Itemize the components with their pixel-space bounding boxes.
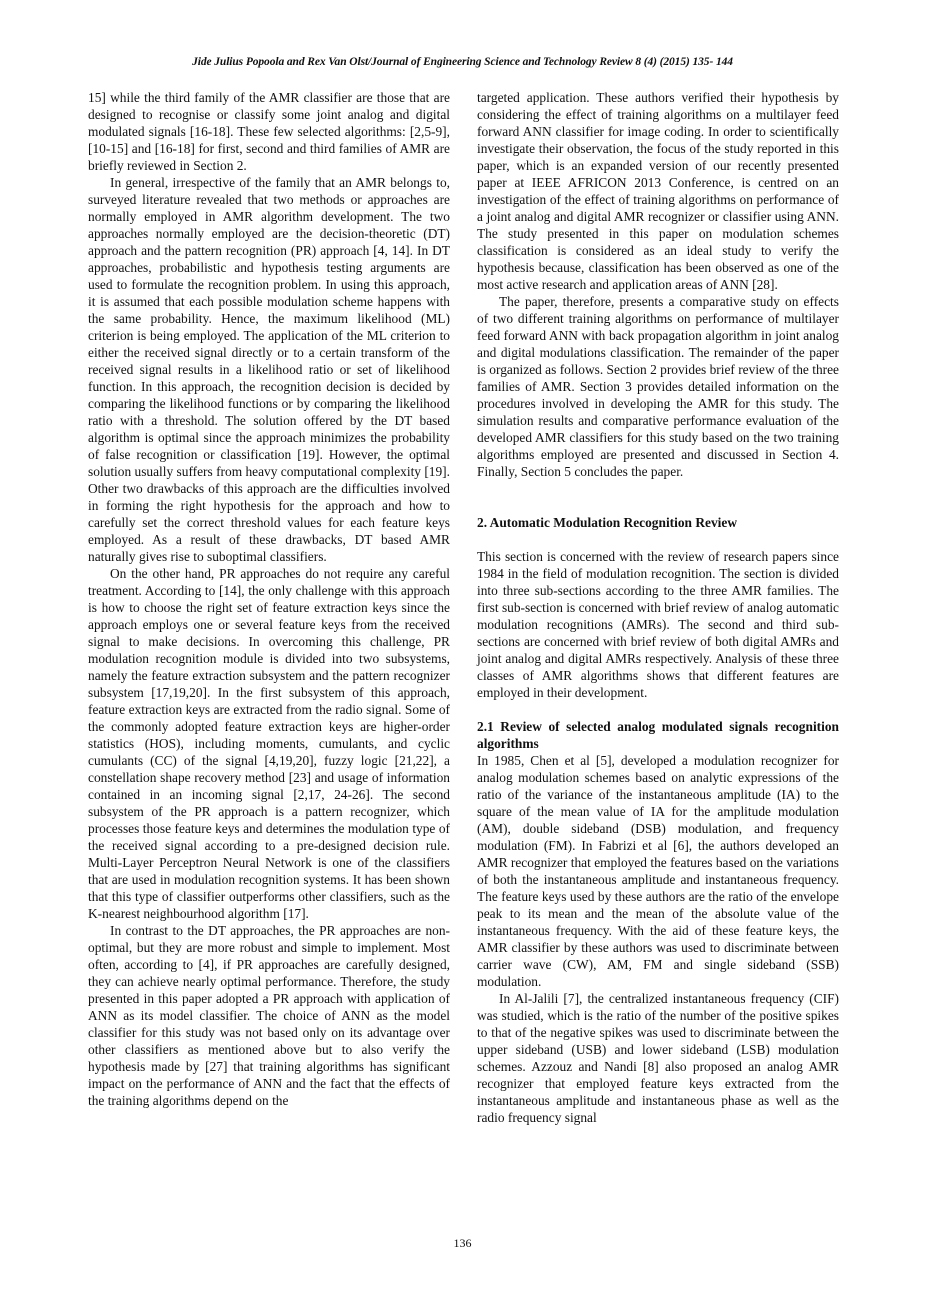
page-number: 136	[453, 1236, 472, 1250]
left-column	[88, 89, 450, 1109]
paragraph: 15] while the third family of the AMR classifier are those that are designed to recognise or classify some joint analog and digital modulated signals [16-18]. These few selected algorithms: [2,5-9], [10-15] and [16-18] for first, second and third families of AMR are briefly reviewed in Section 2.	[88, 90, 450, 173]
paragraph: The paper, therefore, presents a comparative study on effects of two different training algorithms on performance of multilayer feed forward ANN with back propagation algorithm in joint analog and digital modulations classification. The remainder of the paper is organized as follows. Section 2 provides brief review of the three families of AMR. Section 3 provides detailed information on the procedures involved in developing the AMR for this study. The simulation results and comparative performance evaluation of the developed AMR classifiers for this study based on the two training algorithms employed are presented and discussed in Section 4. Finally, Section 5 concludes the paper.	[477, 294, 839, 479]
paragraph: In Al-Jalili [7], the centralized instantaneous frequency (CIF) was studied, which is the ratio of the number of the positive spikes to that of the negative spikes was used to discriminate between the upper sideband (USB) and lower sideband (LSB) modulation schemes. Azzouz and Nandi [8] also proposed an analog AMR recognizer that employed feature keys extracted from the instantaneous amplitude and instantaneous phase as well as the radio frequency signal	[477, 991, 839, 1125]
paragraph: In 1985, Chen et al [5], developed a modulation recognizer for analog modulation schemes based on analytic expressions of the ratio of the variance of the instantaneous amplitude (IA) to the square of the mean value of IA for the amplitude modulation (AM), double sideband (DSB) modulation, and frequency modulation (FM). In Fabrizi et al [6], the authors developed an AMR recognizer that employed the features based on the variations of both the instantaneous amplitude and instantaneous frequency. The feature keys used by these authors are the ratio of the envelope peak to its mean and the mean of the absolute value of the instantaneous frequency. With the aid of these feature keys, the AMR classifier by these authors was used to discriminate between carrier wave (CW), AM, FM and single sideband (SSB) modulation.	[477, 753, 839, 989]
paragraph: In contrast to the DT approaches, the PR approaches are non-optimal, but they are more robust and simple to implement. Most often, according to [4], if PR approaches are carefully designed, they can achieve nearly optimal performance. Therefore, the study presented in this paper adopted a PR approach with application of ANN as its model classifier. The choice of ANN as the model classifier for this study was not based only on its advantage over other classifiers as mentioned above but to also verify the hypothesis made by [27] that training algorithms has significant impact on the performance of ANN and the fact that the effects of the training algorithms depend on the	[88, 923, 450, 1108]
paragraph: This section is concerned with the review of research papers since 1984 in the field of modulation recognition. The section is divided into three sub-sections according to the three AMR families. The first sub-section is concerned with brief review of analog automatic modulation recognitions (AMRs). The second and third sub-sections are concerned with brief review of both digital AMRs and joint analog and digital AMRs respectively. Analysis of these three classes of AMR algorithms shows that different features are employed in their development.	[477, 549, 839, 700]
paragraph: In general, irrespective of the family that an AMR belongs to, surveyed literature revealed that two methods or approaches are normally employed in AMR algorithm development. The two approaches normally employed are the decision-theoretic (DT) approach and the pattern recognition (PR) approach [4, 14]. In DT approaches, probabilistic and hypothesis testing arguments are used to formulate the recognition problem. In using this approach, it is assumed that each possible modulation scheme happens with the same probability. Hence, the maximum likelihood (ML) criterion is being employed. The application of the ML criterion to either the received signal directly or to a certain transform of the received signal results in a likelihood ratio or set of likelihood function. In this approach, the recognition decision is decided by comparing the likelihood functions or by comparing the likelihood ratio with a threshold. The solution offered by the DT based algorithm is optimal since the approach minimizes the probability of false recognition or classification [19]. However, the optimal solution usually suffers from heavy computational complexity [19]. Other two drawbacks of this approach are the difficulties involved in forming the right hypothesis for the approach and how to carefully set the correct threshold values for each feature keys employed. As a result of these drawbacks, DT based AMR naturally gives rise to suboptimal classifiers.	[88, 175, 450, 564]
paragraph: On the other hand, PR approaches do not require any careful treatment. According to [14], the only challenge with this approach is how to choose the right set of feature extraction keys since the approach employs one or several feature keys from the received signal to make decisions. In overcoming this challenge, PR modulation recognition module is divided into two subsystems, namely the feature extraction subsystem and the pattern recognizer subsystem [17,19,20]. In the first subsystem of this approach, feature extraction keys are extracted from the radio signal. Some of the commonly adopted feature extraction keys are higher-order statistics (HOS), including moments, cumulants, and cyclic cumulants (CC) of the signal [4,19,20], fuzzy logic [21,22], a constellation shape recovery method [23] and usage of information contained in an incoming signal [2,17, 24-26]. The second subsystem of the PR approach is a pattern recognizer, which processes those feature keys and determines the modulation type of the received signal according to a pre-designed decision rule. Multi-Layer Perceptron Neural Network is one of the classifiers that are used in modulation recognition systems. It has been shown that this type of classifier outperforms other classifiers, such as the K-nearest neighbourhood algorithm [17].	[88, 566, 450, 921]
paragraph: targeted application. These authors verified their hypothesis by considering the effect of training algorithms on a multilayer feed forward ANN classifier for image coding. In order to scientifically investigate their observation, the focus of the study reported in this paper, which is an expanded version of our recently presented paper at IEEE AFRICON 2013 Conference, is centred on an investigation of the effect of training algorithms on performance of a joint analog and digital AMR recognizer or classifier using ANN. The study presented in this paper on modulation schemes classification is considered as an ideal study to verify the hypothesis because, classification has been observed as one of the most active research and application areas of ANN [28].	[477, 90, 839, 292]
subsection-heading: 2.1 Review of selected analog modulated signals recognition algorithms	[477, 719, 839, 751]
section-heading: 2. Automatic Modulation Recognition Review	[477, 515, 737, 530]
running-header: Jide Julius Popoola and Rex Van Olst/Journal of Engineering Science and Technology Review 8 (4) (2015) 135- 144	[192, 56, 733, 68]
right-column	[477, 89, 839, 1126]
